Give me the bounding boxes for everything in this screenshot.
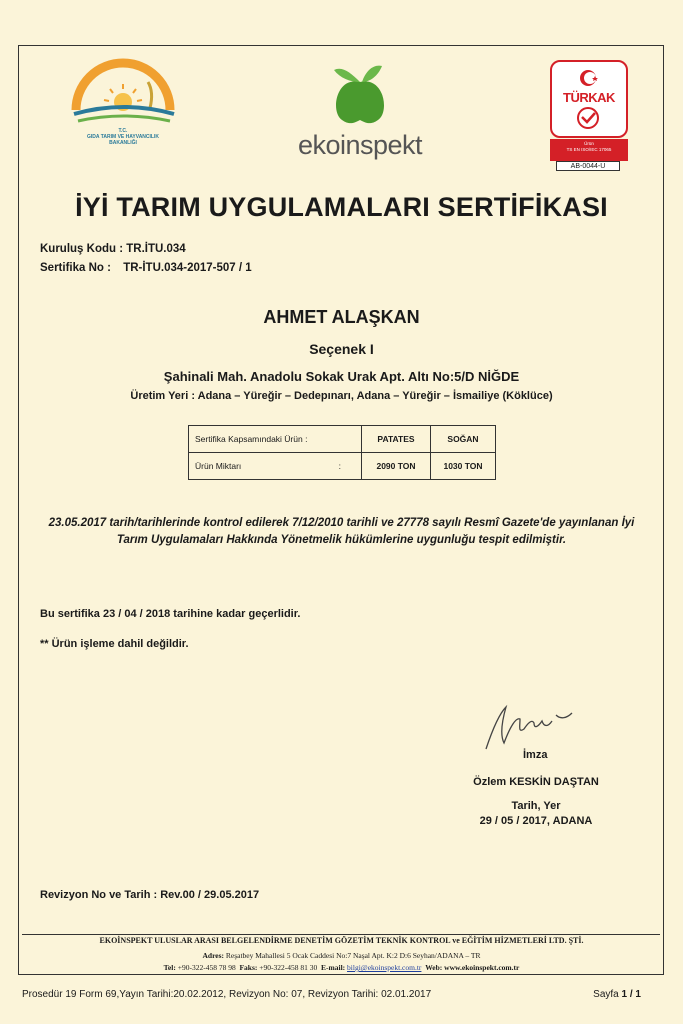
quantity-colon: : [338,461,341,471]
cert-no-value: TR-İTU.034-2017-507 / 1 [123,262,252,274]
org-code-row [40,243,186,255]
company-name: EKOİNSPEKT ULUSLAR ARASI BELGELENDİRME DENETİM GÖZETİM TEKNİK KONTROL ve EĞİTİM HİZMETLERİ LTD. ŞTİ. [99,936,584,945]
page-value: 1 / 1 [621,989,641,1000]
email-label: E-mail: [320,963,346,972]
fax-label: Faks: [239,963,258,972]
holder-address: Şahinali Mah. Anadolu Sokak Urak Apt. Altı No:5/D NİĞDE [163,369,520,384]
page-label: Sayfa [593,989,619,1000]
revision-info: Revizyon No ve Tarih : Rev.00 / 29.05.2017 [40,889,260,901]
accreditation-logo [550,60,628,170]
brand-name: ekoinspekt [297,130,423,160]
product-quantity-1: 2090 TON [362,453,431,480]
procedure-info: Prosedür 19 Form 69,Yayın Tarihi:20.02.2012, Revizyon No: 07, Revizyon Tarihi: 02.01.2017 [22,989,432,1000]
brand-logo [280,62,440,162]
accreditation-scope [550,139,628,161]
ministry-emblem-icon [68,58,178,130]
signature-label: İmza [523,749,548,761]
accreditation-name: TÜRKAK [563,90,615,105]
holder-option: Seçenek I [309,341,374,357]
production-site: Üretim Yeri : Adana – Yüreğir – Dedepınarı, Adana – Yüreğir – İsmailiye (Köklüce) [130,390,553,402]
org-code-value: TR.İTU.034 [126,243,186,255]
quantity-label: Ürün Miktarı [195,461,242,471]
company-contact [0,963,683,972]
statement-line2: Tarım Uygulamaları Hakkında Yönetmelik hükümlerine uygunluğu tespit edilmiştir. [116,534,567,546]
accreditation-badge [550,60,628,138]
org-code-label: Kuruluş Kodu : [40,243,124,255]
accreditation-line2: TS EN ISO/IEC 17065 [566,147,612,152]
handwritten-signature [476,697,586,755]
ministry-line3: BAKANLIĞI [109,140,137,146]
address-label: Adres: [202,951,225,960]
place-date-value: 29 / 05 / 2017, ADANA [479,815,593,827]
company-address [0,951,683,960]
page-number [593,989,641,1000]
apple-leaf-icon [280,62,440,128]
product-quantity-2: 1030 TON [431,453,496,480]
address-value: Reşatbey Mahallesi 5 Ocak Caddesi No:7 Naşal Apt. K:2 D:6 Seyhan/ADANA – TR [225,951,481,960]
statement-line1: 23.05.2017 tarih/tarihlerinde kontrol edilerek 7/12/2010 tarihli ve 27778 sayılı Resmî Gazete'de yayınlanan İyi [48,517,635,529]
processing-note: ** Ürün işleme dahil değildir. [40,638,189,650]
product-name-2: SOĞAN [431,426,496,453]
tel-value: +90-322-458 78 98 [177,963,236,972]
certificate-frame [18,45,664,975]
document-title: İYİ TARIM UYGULAMALARI SERTİFİKASI [75,192,608,222]
ministry-line1: T.C. [118,128,128,134]
holder-name: AHMET ALAŞKAN [263,307,420,327]
place-date-label: Tarih, Yer [511,800,561,812]
validity-text: Bu sertifika 23 / 04 / 2018 tarihine kadar geçerlidir. [40,608,301,620]
accreditation-code: AB-0044-U [556,161,620,171]
accreditation-line1: Ürün [584,141,594,146]
compliance-statement [40,515,643,549]
cert-no-row [40,262,252,274]
web-label: Web: [425,963,443,972]
product-header-label: Sertifika Kapsamındaki Ürün : [189,426,362,453]
table-row [189,453,496,480]
web-link[interactable]: www.ekoinspekt.com.tr [444,963,520,972]
tel-label: Tel: [163,963,176,972]
email-link[interactable]: bilgi@ekoinspekt.com.tr [347,963,422,972]
quantity-label-cell [189,453,362,480]
ministry-logo [68,58,178,148]
product-table [188,425,496,480]
ministry-line2: GIDA TARIM VE HAYVANCILIK [87,134,159,140]
cert-no-label: Sertifika No : [40,262,111,274]
fax-value: +90-322-458 81 30 [259,963,318,972]
table-row [189,426,496,453]
product-name-1: PATATES [362,426,431,453]
signer-name: Özlem KESKİN DAŞTAN [473,776,599,788]
